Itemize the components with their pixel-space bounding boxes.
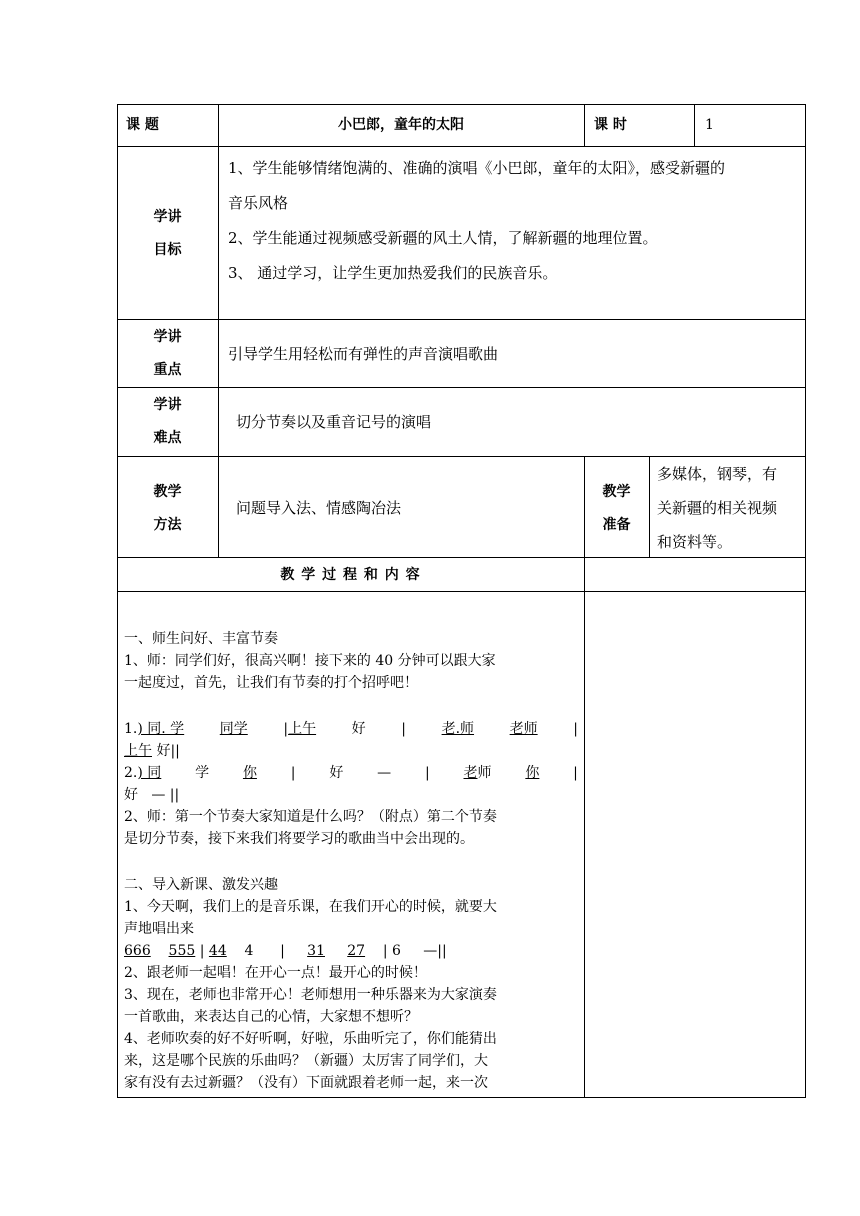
body-line: 来，这是哪个民族的乐曲吗？（新疆）太厉害了同学们，大 [124, 1053, 488, 1069]
section-title: 二、导入新课、激发兴趣 [124, 877, 278, 893]
topic-title: 小巴郎，童年的太阳 [338, 117, 464, 133]
keypoints-text: 引导学生用轻松而有弹性的声音演唱歌曲 [228, 345, 499, 363]
prep-line: 多媒体，钢琴，有 [657, 465, 778, 483]
rhythm-bar: | [401, 721, 406, 737]
process-header: 教 学 过 程 和 内 容 [280, 567, 421, 583]
table-rule [117, 319, 806, 320]
objective-line: 2、学生能通过视频感受新疆的风土人情，了解新疆的地理位置。 [228, 229, 658, 247]
melody-note: 31 [307, 943, 325, 959]
melody-notes [124, 940, 578, 962]
body-line: 4、老师吹奏的好不好听啊，好啦，乐曲听完了，你们能猜出 [124, 1031, 497, 1047]
rhythm-note: 好 [124, 787, 138, 803]
rhythm-note: 你 [525, 765, 540, 781]
melody-note: | 6 [382, 943, 401, 959]
rhythm-bar: | [573, 721, 578, 737]
rhythm-note: 好 [329, 765, 344, 781]
rhythm-note: 上午 [288, 721, 317, 737]
rhythm-note: 师 [477, 765, 492, 781]
table-border-top [117, 104, 806, 105]
table-rule [584, 456, 585, 1098]
rhythm-bar: | [283, 721, 289, 737]
table-rule [694, 104, 695, 147]
melody-note: 4 [244, 943, 254, 959]
rhythm-row-2 [124, 762, 578, 784]
rhythm-note: — [377, 765, 392, 781]
difficulties-text: 切分节奏以及重音记号的演唱 [236, 413, 432, 431]
body-line: 家有没有去过新疆？（没有）下面就跟着老师一起，来一次 [124, 1075, 488, 1091]
body-line: 一首歌曲，来表达自己的心情，大家想不想听？ [124, 1009, 418, 1025]
table-rule [117, 146, 806, 147]
prep-label-2: 准备 [602, 517, 631, 533]
rhythm-note: ) 同 [137, 765, 162, 781]
objective-line: 1、学生能够情绪饱满的、准确的演唱《小巴郎，童年的太阳》，感受新疆的 [228, 159, 726, 177]
body-line: 是切分节奏，接下来我们将要学习的歌曲当中会出现的。 [124, 831, 474, 847]
body-line: 1、今天啊，我们上的是音乐课，在我们开心的时候，就要大 [124, 899, 497, 915]
melody-note: 44 [208, 943, 227, 959]
objectives-label-2: 目标 [153, 242, 182, 258]
rhythm-note: — || [151, 787, 180, 803]
rhythm-note: ) 同. 学 [137, 721, 185, 737]
rhythm-note: 同学 [219, 721, 248, 737]
section-title: 一、师生问好、丰富节奏 [124, 631, 278, 647]
table-rule [117, 557, 806, 558]
difficulties-label-1: 学讲 [153, 397, 182, 413]
table-border-bottom [117, 1097, 806, 1098]
table-border-right [805, 104, 806, 1098]
rhythm-note: 你 [242, 765, 257, 781]
melody-note: 666 [124, 943, 151, 959]
objectives-label-1: 学讲 [153, 209, 182, 225]
body-line: 一起度过，首先，让我们有节奏的打个招呼吧！ [124, 675, 418, 691]
methods-text: 问题导入法、情感陶冶法 [236, 499, 402, 517]
rhythm-note: 老 [463, 765, 478, 781]
table-rule [117, 387, 806, 388]
melody-bar: | [280, 943, 285, 959]
table-rule [584, 104, 585, 147]
rhythm-note: 好|| [156, 743, 180, 759]
rhythm-note: 老.师 [441, 721, 475, 737]
rhythm-note: 学 [195, 765, 210, 781]
methods-label-1: 教学 [153, 484, 182, 500]
topic-label: 课 题 [126, 117, 159, 133]
prep-line: 和资料等。 [657, 533, 733, 551]
rhythm-note: 1. [124, 721, 138, 737]
keypoints-label-2: 重点 [153, 362, 182, 378]
table-rule [117, 456, 806, 457]
rhythm-row-2-cont [124, 784, 578, 806]
objective-line: 3、 通过学习，让学生更加热爱我们的民族音乐。 [228, 264, 558, 282]
melody-note: 555 [168, 943, 196, 959]
prep-label-1: 教学 [602, 484, 631, 500]
objective-line: 音乐风格 [228, 194, 289, 212]
body-line: 2、师：第一个节奏大家知道是什么吗？（附点）第二个节奏 [124, 809, 497, 825]
table-rule [218, 104, 219, 557]
rhythm-bar: | [424, 765, 430, 781]
rhythm-bar: | [573, 765, 578, 781]
rhythm-row-1-cont [124, 740, 578, 762]
keypoints-label-1: 学讲 [153, 329, 182, 345]
melody-bar: | [199, 943, 205, 959]
body-line: 3、现在，老师也非常开心！老师想用一种乐器来为大家演奏 [124, 987, 497, 1003]
body-line: 2、跟老师一起唱！在开心一点！最开心的时候！ [124, 965, 427, 981]
prep-line: 关新疆的相关视频 [657, 499, 778, 517]
rhythm-note: 好 [351, 721, 366, 737]
body-line: 声地唱出来 [124, 921, 194, 937]
rhythm-row-1 [124, 718, 578, 740]
rhythm-note: 老师 [509, 721, 538, 737]
table-rule [117, 591, 806, 592]
melody-bar: —|| [423, 943, 447, 959]
table-rule [649, 456, 650, 558]
difficulties-label-2: 难点 [153, 430, 182, 446]
rhythm-note: 2. [124, 765, 138, 781]
melody-note: 27 [347, 943, 366, 959]
body-line: 1、师：同学们好，很高兴啊！接下来的 40 分钟可以跟大家 [124, 653, 496, 669]
rhythm-bar: | [290, 765, 296, 781]
rhythm-note: 上午 [124, 743, 152, 759]
methods-label-2: 方法 [153, 517, 182, 533]
hours-label: 课 时 [594, 117, 627, 133]
hours-value: 1 [705, 117, 714, 133]
